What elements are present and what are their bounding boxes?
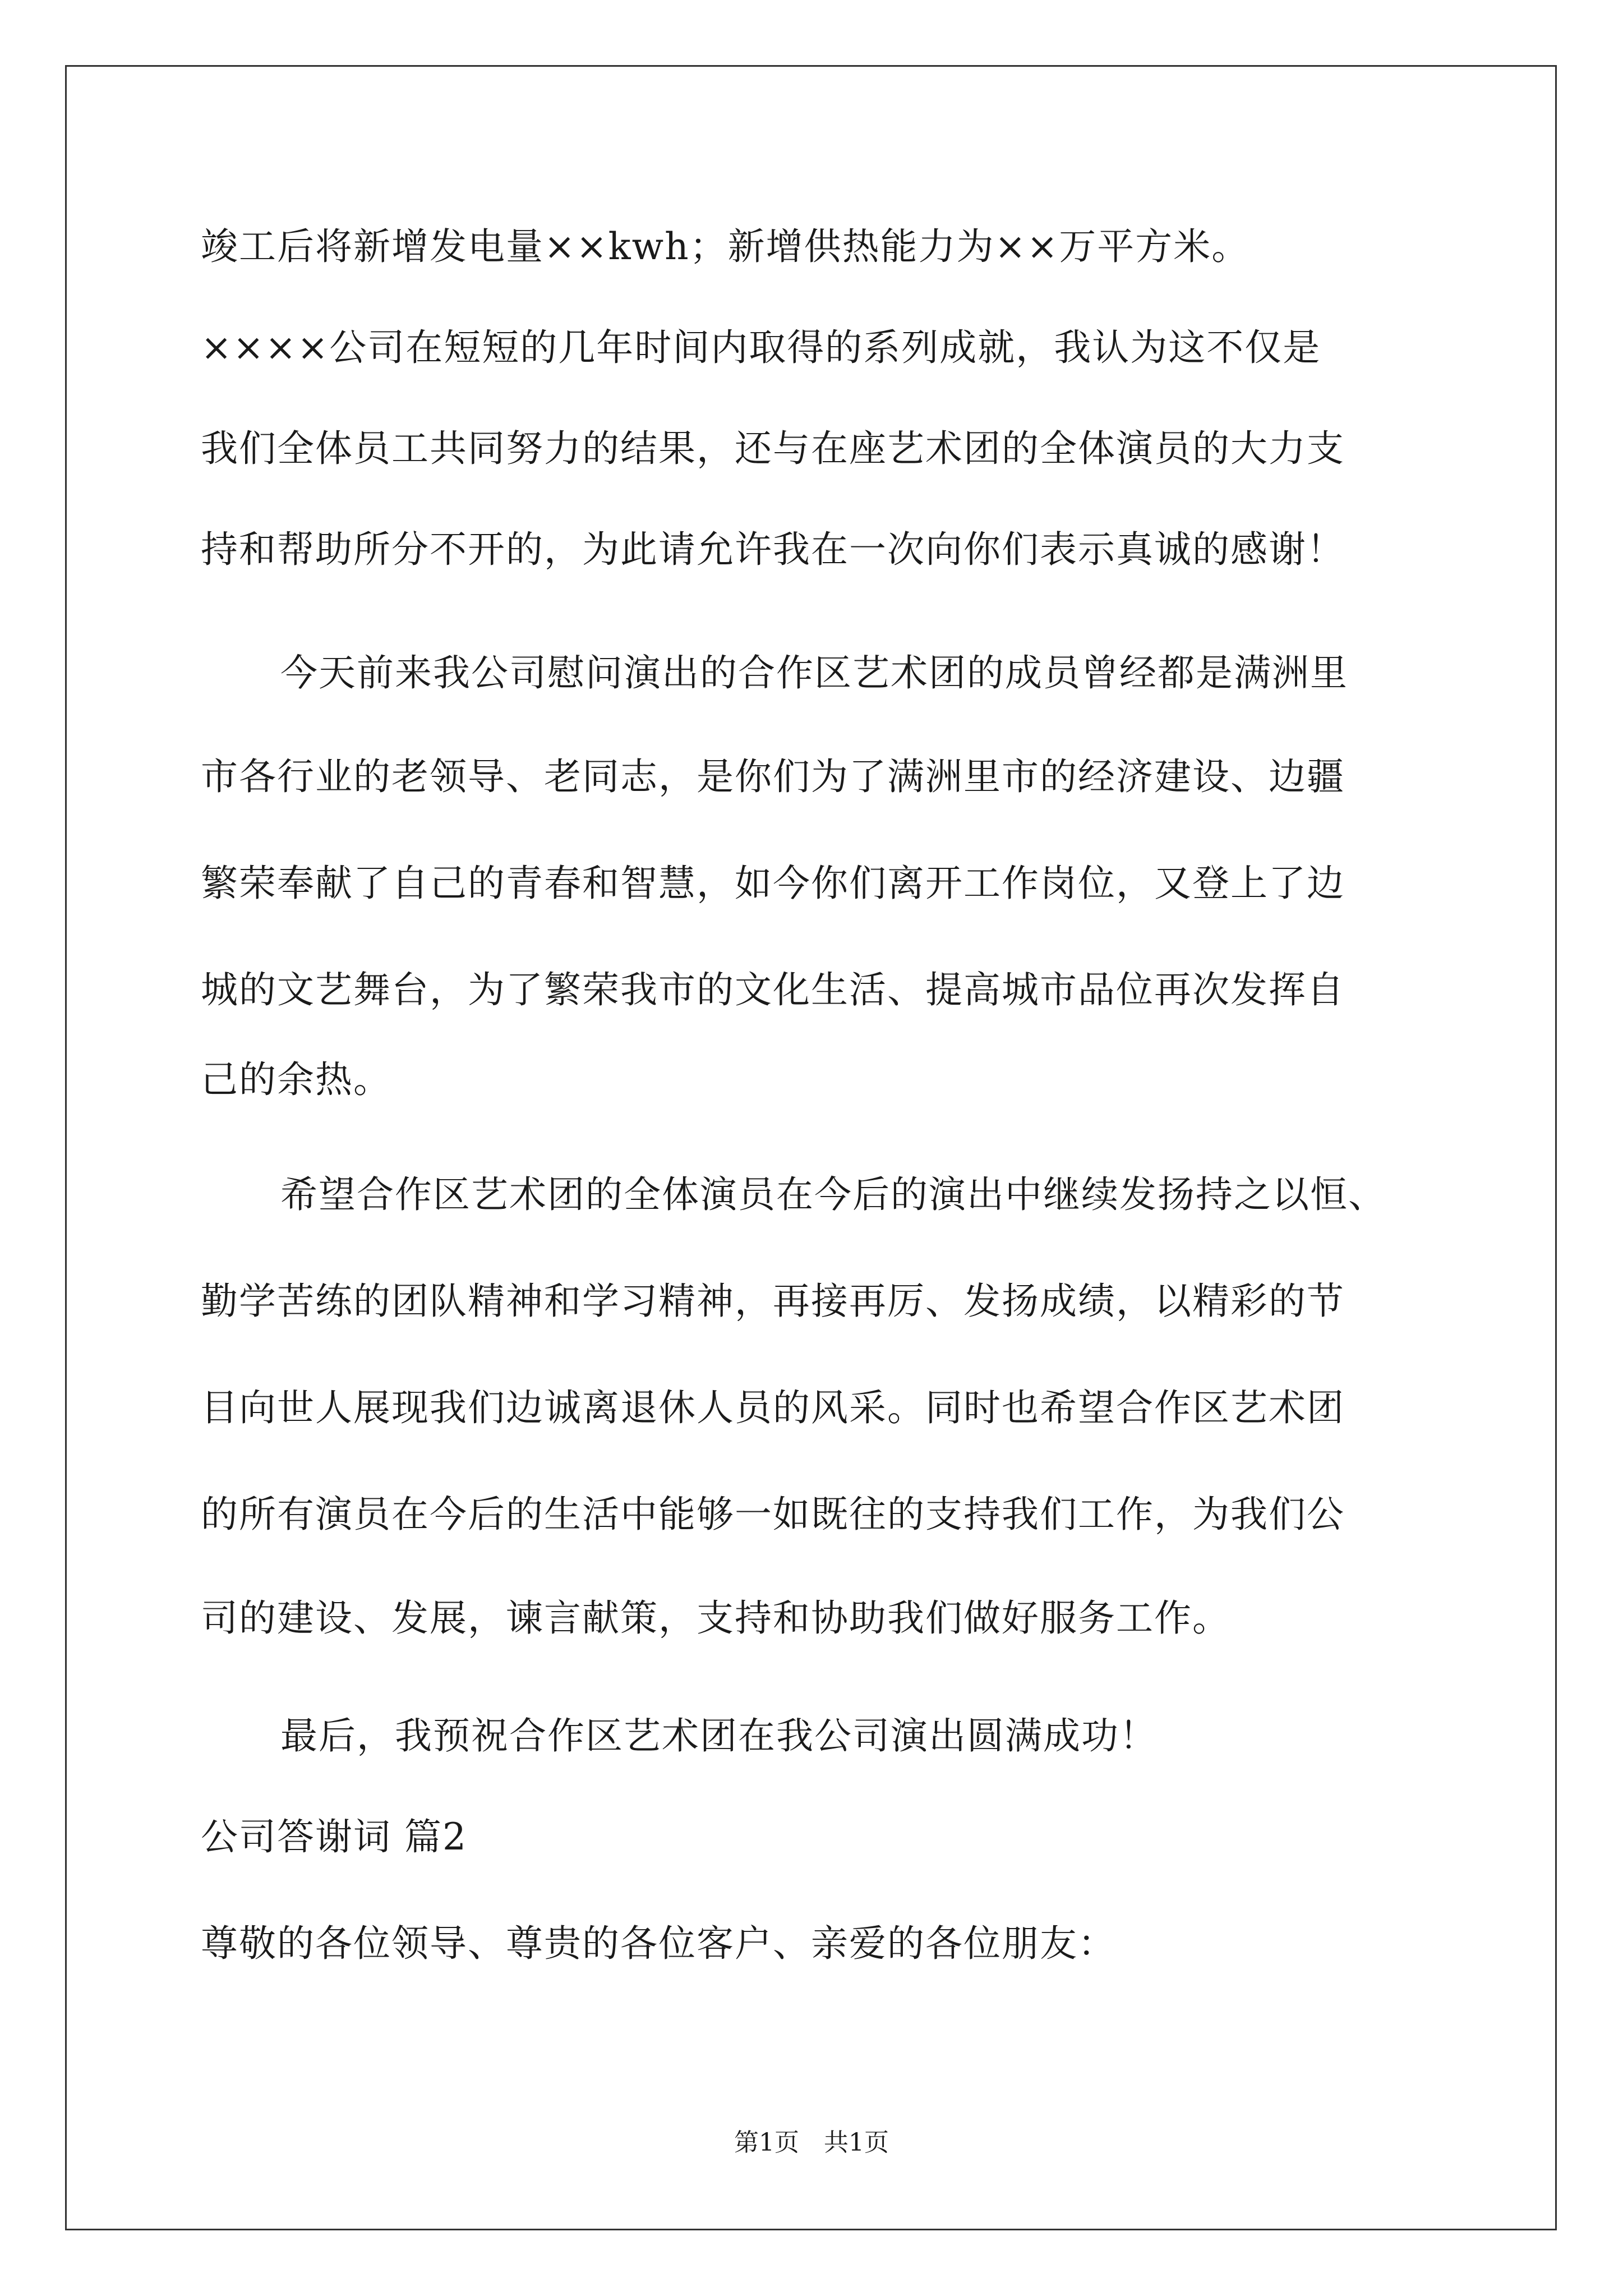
body-line-11: 勤学苦练的团队精神和学习精神，再接再厉、发扬成绩，以精彩的节 [201,1280,1345,1323]
body-line-4: 持和帮助所分不开的，为此请允许我在一次向你们表示真诚的感谢！ [201,528,1345,571]
body-line-5: 今天前来我公司慰问演出的合作区艺术团的成员曾经都是满洲里 [280,651,1348,694]
salutation-line: 尊敬的各位领导、尊贵的各位客户、亲爱的各位朋友： [201,1922,1116,1965]
body-line-6: 市各行业的老领导、老同志，是你们为了满洲里市的经济建设、边疆 [201,755,1345,798]
body-line-1: 竣工后将新增发电量××kwh；新增供热能力为××万平方米。 [201,225,1250,268]
body-line-14: 司的建设、发展，谏言献策，支持和协助我们做好服务工作。 [201,1596,1230,1640]
body-line-2: ××××公司在短短的几年时间内取得的系列成就，我认为这不仅是 [201,326,1321,369]
body-line-15: 最后，我预祝合作区艺术团在我公司演出圆满成功！ [280,1714,1158,1757]
body-line-12: 目向世人展现我们边诚离退休人员的风采。同时也希望合作区艺术团 [201,1386,1345,1429]
page-footer: 第1页 共1页 [734,2128,889,2157]
page-border [65,65,1557,2230]
body-line-7: 繁荣奉献了自己的青春和智慧，如今你们离开工作岗位，又登上了边 [201,862,1345,905]
body-line-3: 我们全体员工共同努力的结果，还与在座艺术团的全体演员的大力支 [201,427,1345,470]
section-heading: 公司答谢词 篇2 [201,1815,467,1858]
body-line-13: 的所有演员在今后的生活中能够一如既往的支持我们工作，为我们公 [201,1493,1345,1536]
body-line-10: 希望合作区艺术团的全体演员在今后的演出中继续发扬持之以恒、 [280,1173,1386,1216]
body-line-8: 城的文艺舞台，为了繁荣我市的文化生活、提高城市品位再次发挥自 [201,968,1345,1011]
body-line-9: 己的余热。 [201,1058,391,1101]
